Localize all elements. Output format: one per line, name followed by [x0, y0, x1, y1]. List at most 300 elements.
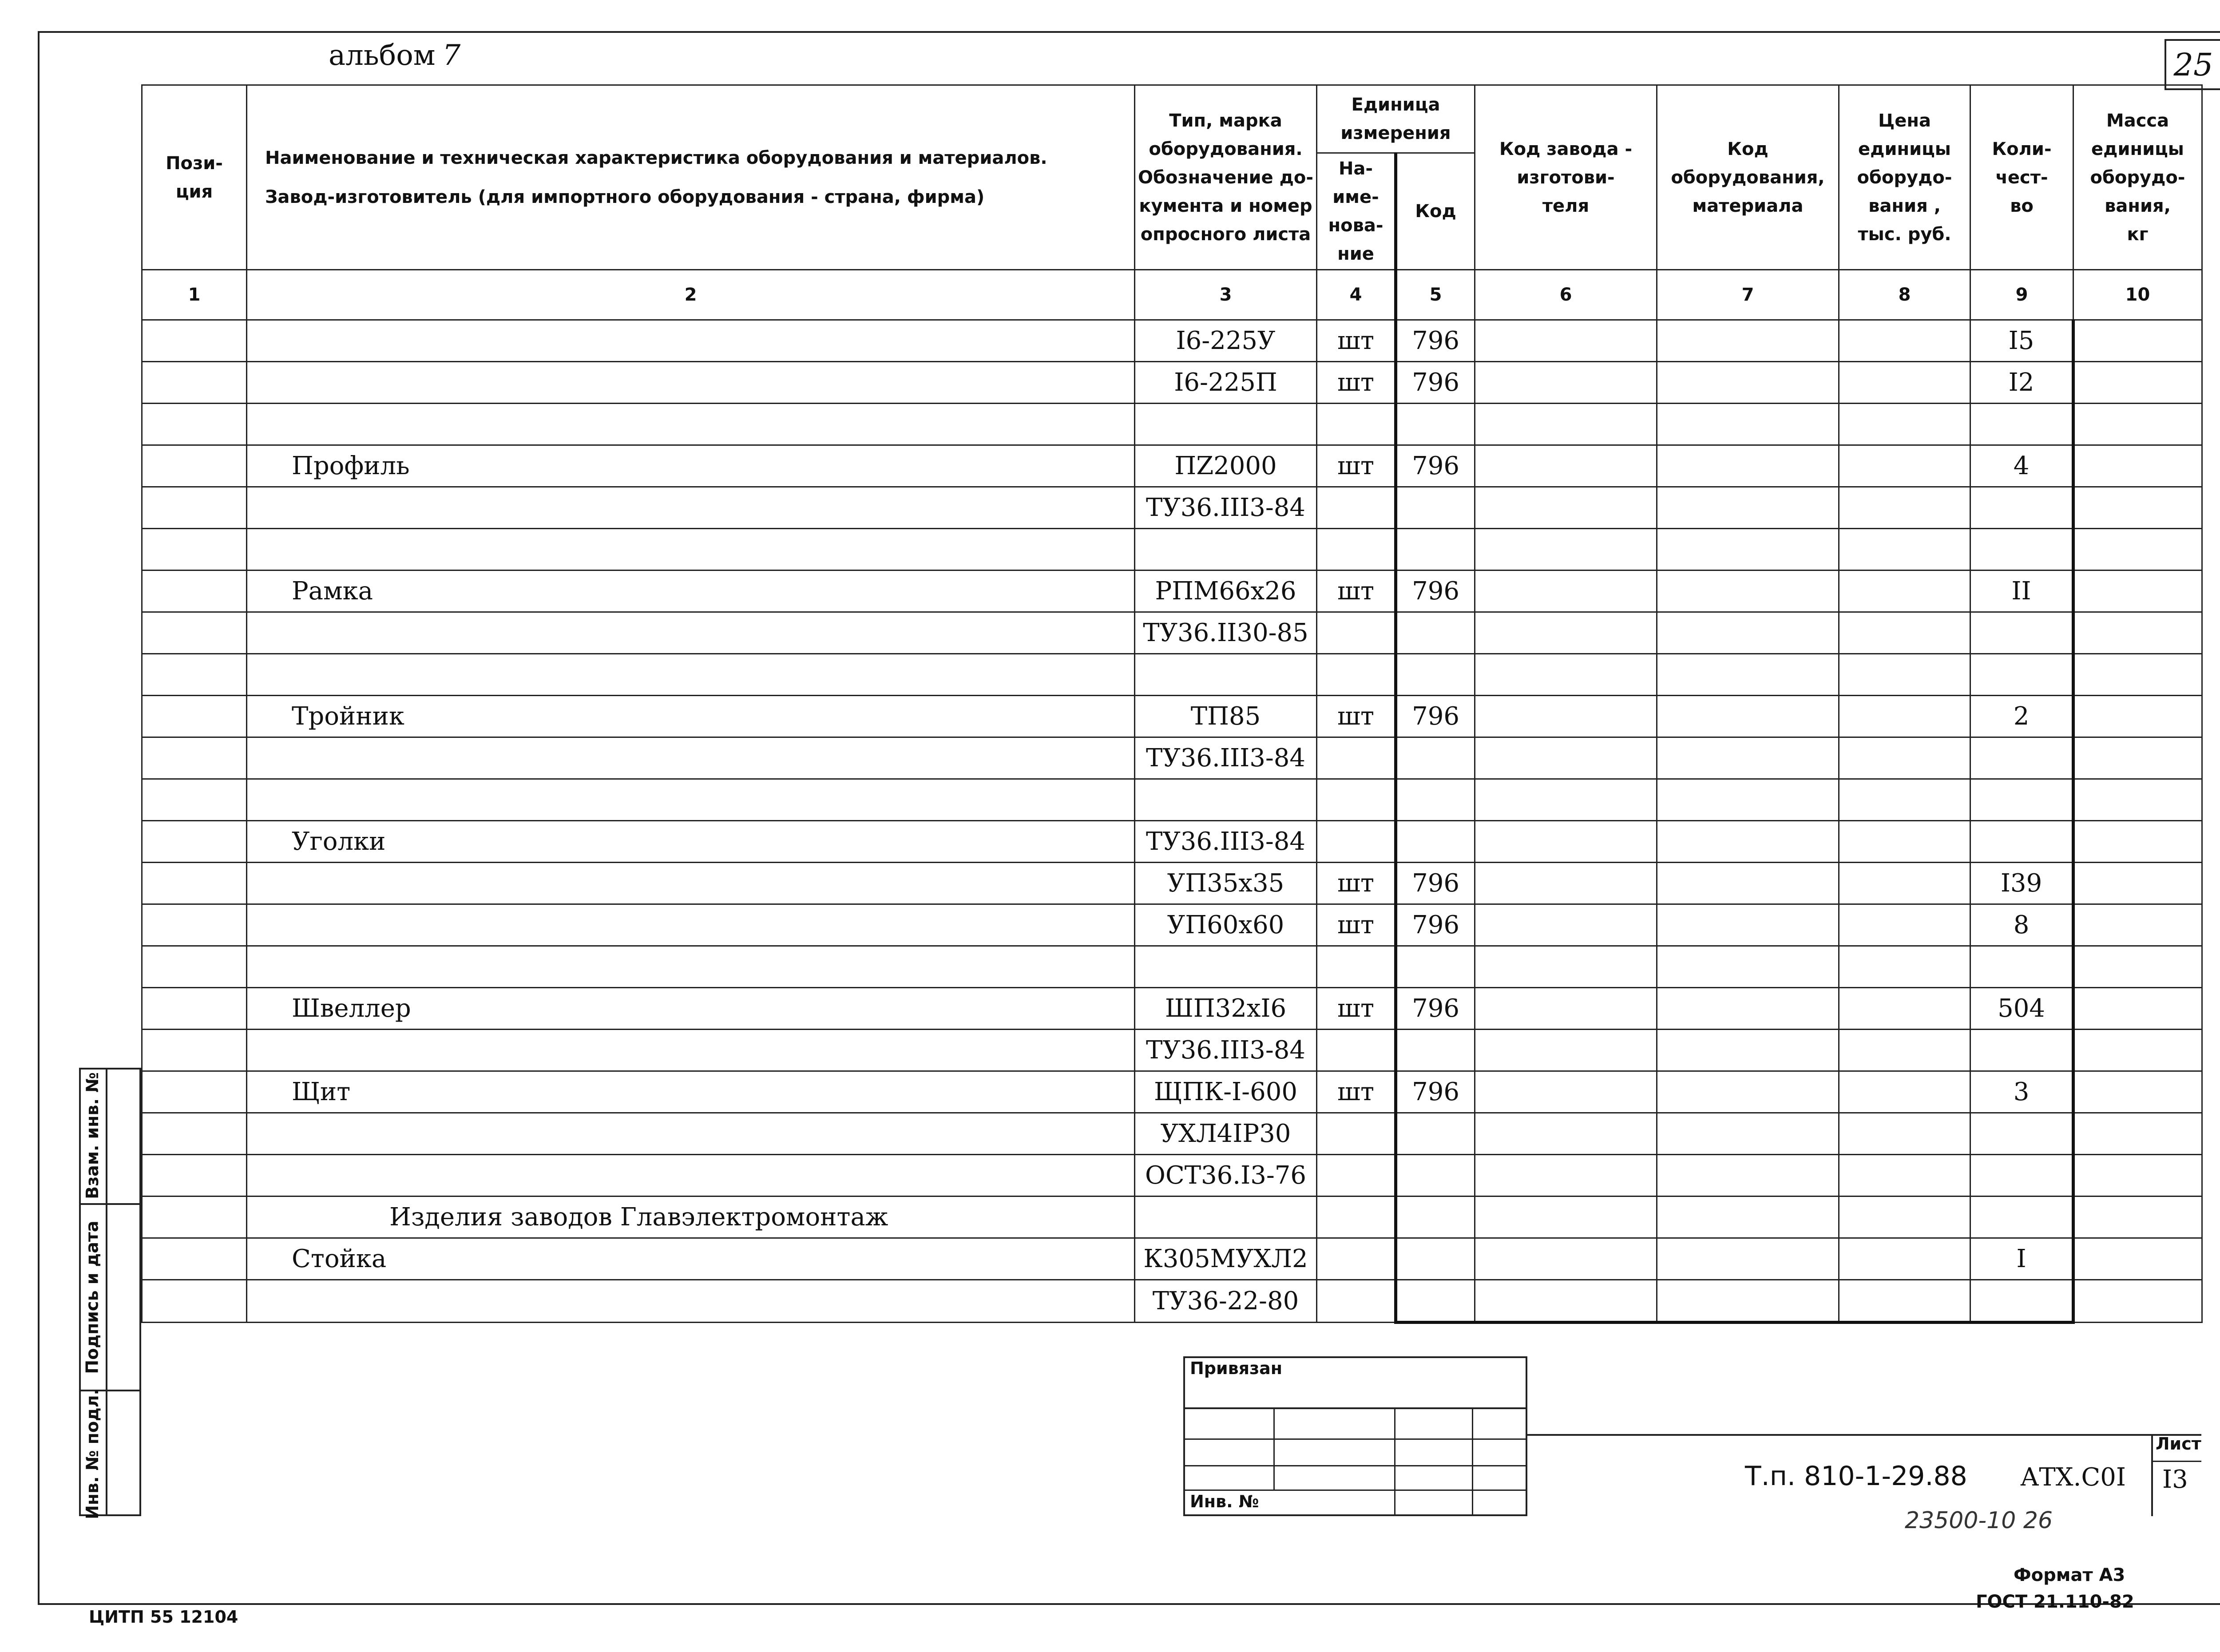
album-number: 7 [442, 39, 461, 72]
cell-equipment-code [1657, 320, 1839, 362]
cell-type: УП35x35 [1135, 863, 1317, 904]
cell-quantity: 3 [1970, 1071, 2073, 1113]
table-row [142, 320, 2202, 362]
cell-position [142, 821, 247, 863]
title-block-line [2151, 1461, 2201, 1462]
header-row-1 [142, 85, 2202, 153]
header-equipment-code: Код оборудования, материала [1657, 85, 1839, 270]
cell-equipment-code [1657, 988, 1839, 1030]
cell-price [1839, 779, 1970, 821]
side-label-vzam: Взам. инв. № [83, 1072, 103, 1199]
cell-type: ПZ2000 [1135, 445, 1317, 487]
side-label-inv-podl: Инв. № подл. [83, 1388, 103, 1519]
cell-mass [2073, 445, 2202, 487]
table-row [142, 1280, 2202, 1323]
table-row [142, 1113, 2202, 1155]
cell-price [1839, 487, 1970, 529]
cell-name [247, 404, 1135, 445]
stamp-line [1183, 1438, 1527, 1440]
col-number: 1 [142, 270, 247, 320]
cell-quantity [1970, 612, 2073, 654]
table-row [142, 445, 2202, 487]
col-number: 9 [1970, 270, 2073, 320]
cell-mass [2073, 904, 2202, 946]
cell-price [1839, 320, 1970, 362]
cell-mass [2073, 570, 2202, 612]
list-number: I3 [2162, 1465, 2188, 1494]
stamp-line [1183, 1407, 1527, 1409]
cell-name [247, 529, 1135, 570]
cell-unit-name: шт [1317, 1071, 1396, 1113]
header-unit-name: На- име- нова- ние [1317, 153, 1396, 270]
header-position: Пози- ция [142, 85, 247, 270]
cell-quantity: II [1970, 570, 2073, 612]
cell-quantity: 8 [1970, 904, 2073, 946]
cell-unit-code [1396, 1238, 1475, 1280]
cell-type: ТУ36.III3-84 [1135, 737, 1317, 779]
cell-unit-name [1317, 1238, 1396, 1280]
cell-quantity [1970, 821, 2073, 863]
cell-price [1839, 1155, 1970, 1196]
header-price: Цена единицы оборудо- вания , тыс. руб. [1839, 85, 1970, 270]
cell-mass [2073, 696, 2202, 737]
cell-unit-name: шт [1317, 904, 1396, 946]
cell-name [247, 737, 1135, 779]
cell-unit-code [1396, 946, 1475, 988]
cell-unit-code: 796 [1396, 1071, 1475, 1113]
cell-name: Изделия заводов Главэлектромонтаж [247, 1196, 1135, 1238]
cell-equipment-code [1657, 737, 1839, 779]
header-unit-code: Код [1396, 153, 1475, 270]
list-label: Лист [2156, 1434, 2201, 1454]
cell-position [142, 904, 247, 946]
cell-mass [2073, 529, 2202, 570]
table-row [142, 737, 2202, 779]
cell-factory-code [1475, 821, 1657, 863]
cell-mass [2073, 362, 2202, 404]
cell-type: I6-225П [1135, 362, 1317, 404]
cell-factory-code [1475, 654, 1657, 696]
cell-price [1839, 1071, 1970, 1113]
cell-quantity: 4 [1970, 445, 2073, 487]
stamp-line [1183, 1490, 1527, 1491]
cell-factory-code [1475, 612, 1657, 654]
table-row [142, 404, 2202, 445]
cell-equipment-code [1657, 612, 1839, 654]
cell-equipment-code [1657, 696, 1839, 737]
cell-unit-code [1396, 612, 1475, 654]
col-number: 4 [1317, 270, 1396, 320]
cell-position [142, 570, 247, 612]
cell-quantity [1970, 529, 2073, 570]
cell-position [142, 404, 247, 445]
cell-factory-code [1475, 1280, 1657, 1323]
side-stamp-divider [106, 1068, 107, 1516]
cell-factory-code [1475, 779, 1657, 821]
cell-position [142, 1113, 247, 1155]
cell-name: Щит [247, 1071, 1135, 1113]
cell-name [247, 1113, 1135, 1155]
cell-type [1135, 1196, 1317, 1238]
cell-unit-code: 796 [1396, 863, 1475, 904]
table-row [142, 779, 2202, 821]
cell-unit-code: 796 [1396, 445, 1475, 487]
project-code: Т.п. 810-1-29.88 [1745, 1461, 1967, 1492]
cell-mass [2073, 1113, 2202, 1155]
table-row [142, 1071, 2202, 1113]
cell-unit-code: 796 [1396, 988, 1475, 1030]
table-row [142, 904, 2202, 946]
cell-factory-code [1475, 320, 1657, 362]
cell-name: Швеллер [247, 988, 1135, 1030]
cell-mass [2073, 737, 2202, 779]
cell-mass [2073, 988, 2202, 1030]
cell-factory-code [1475, 529, 1657, 570]
cell-quantity [1970, 1155, 2073, 1196]
cell-mass [2073, 1280, 2202, 1323]
cell-name [247, 654, 1135, 696]
cell-price [1839, 1113, 1970, 1155]
cell-factory-code [1475, 1113, 1657, 1155]
cell-unit-code [1396, 654, 1475, 696]
cell-unit-code [1396, 529, 1475, 570]
cell-price [1839, 1196, 1970, 1238]
cell-factory-code [1475, 487, 1657, 529]
cell-price [1839, 612, 1970, 654]
cell-unit-code [1396, 737, 1475, 779]
cell-price [1839, 696, 1970, 737]
cell-type: ТУ36.III3-84 [1135, 821, 1317, 863]
cell-type: ОСТ36.I3-76 [1135, 1155, 1317, 1196]
cell-name: Уголки [247, 821, 1135, 863]
cell-quantity: I [1970, 1238, 2073, 1280]
cell-unit-code [1396, 487, 1475, 529]
cell-quantity: 504 [1970, 988, 2073, 1030]
table-row [142, 529, 2202, 570]
cell-unit-name: шт [1317, 320, 1396, 362]
cell-price [1839, 988, 1970, 1030]
cell-type [1135, 779, 1317, 821]
cell-unit-name [1317, 821, 1396, 863]
cell-type: УХЛ4IP30 [1135, 1113, 1317, 1155]
cell-type: УП60x60 [1135, 904, 1317, 946]
stamp-privyazan: Привязан [1190, 1359, 1283, 1378]
cell-position [142, 863, 247, 904]
stamp-line [1273, 1407, 1275, 1490]
cell-price [1839, 1238, 1970, 1280]
cell-name [247, 1280, 1135, 1323]
cell-type: ТУ36.III3-84 [1135, 487, 1317, 529]
header-unit-group: Единица измерения [1317, 85, 1475, 153]
cell-factory-code [1475, 362, 1657, 404]
table-row [142, 1155, 2202, 1196]
cell-factory-code [1475, 946, 1657, 988]
specification-body [142, 320, 2202, 1323]
cell-quantity: I39 [1970, 863, 2073, 904]
cell-position [142, 696, 247, 737]
cell-position [142, 1030, 247, 1071]
sheet-number: 25 [2173, 46, 2213, 83]
cell-position [142, 946, 247, 988]
cell-equipment-code [1657, 654, 1839, 696]
col-number: 6 [1475, 270, 1657, 320]
cell-quantity [1970, 1030, 2073, 1071]
cell-quantity [1970, 487, 2073, 529]
cell-unit-name [1317, 779, 1396, 821]
cell-unit-code [1396, 1155, 1475, 1196]
cell-unit-code: 796 [1396, 320, 1475, 362]
inventory-code: 23500-10 26 [1905, 1507, 2053, 1534]
cell-unit-code [1396, 1030, 1475, 1071]
cell-price [1839, 1280, 1970, 1323]
side-label-podpis: Подпись и дата [83, 1220, 102, 1374]
cell-unit-code [1396, 1113, 1475, 1155]
cell-position [142, 737, 247, 779]
col-number: 2 [247, 270, 1135, 320]
cell-unit-name: шт [1317, 988, 1396, 1030]
table-row [142, 570, 2202, 612]
cell-position [142, 487, 247, 529]
cell-type [1135, 529, 1317, 570]
cell-price [1839, 863, 1970, 904]
cell-unit-code [1396, 779, 1475, 821]
cell-unit-code: 796 [1396, 696, 1475, 737]
cell-equipment-code [1657, 1030, 1839, 1071]
footer-gost: ГОСТ 21.110-82 [1976, 1592, 2134, 1612]
cell-unit-code [1396, 404, 1475, 445]
cell-name [247, 863, 1135, 904]
cell-factory-code [1475, 1030, 1657, 1071]
header-type: Тип, марка оборудования. Обозначение до- кумента и номер опросного листа [1135, 85, 1317, 270]
cell-name [247, 1030, 1135, 1071]
col-number: 5 [1396, 270, 1475, 320]
cell-equipment-code [1657, 1280, 1839, 1323]
header-quantity: Коли- чест- во [1970, 85, 2073, 270]
cell-position [142, 1071, 247, 1113]
cell-equipment-code [1657, 570, 1839, 612]
cell-mass [2073, 1030, 2202, 1071]
cell-unit-name [1317, 1196, 1396, 1238]
cell-unit-name [1317, 529, 1396, 570]
cell-factory-code [1475, 1071, 1657, 1113]
footer-citp: ЦИТП 55 12104 [89, 1607, 238, 1627]
cell-name: Профиль [247, 445, 1135, 487]
header-factory-code: Код завода - изготови- теля [1475, 85, 1657, 270]
cell-equipment-code [1657, 863, 1839, 904]
title-block-line [1527, 1434, 2201, 1436]
cell-unit-name [1317, 1280, 1396, 1323]
col-number: 8 [1839, 270, 1970, 320]
cell-factory-code [1475, 904, 1657, 946]
cell-type: ТП85 [1135, 696, 1317, 737]
cell-unit-name [1317, 612, 1396, 654]
cell-price [1839, 1030, 1970, 1071]
cell-position [142, 1238, 247, 1280]
cell-quantity [1970, 779, 2073, 821]
cell-type [1135, 946, 1317, 988]
specification-table [141, 84, 2203, 1324]
cell-unit-name [1317, 404, 1396, 445]
cell-factory-code [1475, 445, 1657, 487]
cell-position [142, 654, 247, 696]
cell-factory-code [1475, 404, 1657, 445]
table-row [142, 696, 2202, 737]
cell-name [247, 946, 1135, 988]
cell-quantity [1970, 737, 2073, 779]
stamp-line [1472, 1407, 1473, 1516]
sheet-number-box [2164, 39, 2220, 90]
cell-equipment-code [1657, 1196, 1839, 1238]
cell-factory-code [1475, 696, 1657, 737]
cell-equipment-code [1657, 904, 1839, 946]
cell-unit-name [1317, 1113, 1396, 1155]
cell-name [247, 487, 1135, 529]
cell-type: К305МУХЛ2 [1135, 1238, 1317, 1280]
cell-position [142, 362, 247, 404]
cell-price [1839, 946, 1970, 988]
table-row [142, 612, 2202, 654]
table-row [142, 988, 2202, 1030]
table-row [142, 654, 2202, 696]
cell-name [247, 362, 1135, 404]
cell-quantity [1970, 654, 2073, 696]
cell-equipment-code [1657, 779, 1839, 821]
cell-equipment-code [1657, 1071, 1839, 1113]
cell-mass [2073, 1155, 2202, 1196]
col-number: 10 [2073, 270, 2202, 320]
cell-unit-code [1396, 821, 1475, 863]
table-row [142, 1030, 2202, 1071]
cell-quantity [1970, 404, 2073, 445]
cell-factory-code [1475, 1238, 1657, 1280]
cell-mass [2073, 320, 2202, 362]
cell-quantity [1970, 1113, 2073, 1155]
cell-type: РПМ66x26 [1135, 570, 1317, 612]
cell-price [1839, 904, 1970, 946]
cell-quantity: I2 [1970, 362, 2073, 404]
cell-name: Рамка [247, 570, 1135, 612]
cell-type: ШП32xI6 [1135, 988, 1317, 1030]
cell-quantity [1970, 1280, 2073, 1323]
cell-mass [2073, 946, 2202, 988]
cell-position [142, 988, 247, 1030]
cell-unit-name [1317, 737, 1396, 779]
cell-name: Стойка [247, 1238, 1135, 1280]
cell-type: ТУ36-22-80 [1135, 1280, 1317, 1323]
col-number: 7 [1657, 270, 1839, 320]
cell-unit-code [1396, 1196, 1475, 1238]
cell-equipment-code [1657, 404, 1839, 445]
cell-mass [2073, 1196, 2202, 1238]
cell-quantity: I5 [1970, 320, 2073, 362]
cell-type: I6-225У [1135, 320, 1317, 362]
cell-name [247, 612, 1135, 654]
cell-mass [2073, 821, 2202, 863]
cell-name [247, 1155, 1135, 1196]
cell-position [142, 529, 247, 570]
title-block-line [2151, 1434, 2153, 1516]
table-row [142, 1196, 2202, 1238]
album-text: альбом [329, 39, 436, 72]
cell-quantity: 2 [1970, 696, 2073, 737]
table-row [142, 946, 2202, 988]
cell-unit-code: 796 [1396, 362, 1475, 404]
header-name: Наименование и техническая характеристика оборудования и материалов. Завод-изготовитель (для импортного оборудования - страна, фирма) [247, 85, 1135, 270]
table-row [142, 362, 2202, 404]
cell-position [142, 320, 247, 362]
cell-mass [2073, 1071, 2202, 1113]
doc-code: АТХ.С0I [2020, 1463, 2126, 1492]
table-row [142, 1238, 2202, 1280]
cell-factory-code [1475, 570, 1657, 612]
cell-type [1135, 654, 1317, 696]
cell-price [1839, 654, 1970, 696]
cell-factory-code [1475, 1196, 1657, 1238]
cell-unit-name: шт [1317, 570, 1396, 612]
cell-mass [2073, 779, 2202, 821]
cell-unit-name [1317, 1155, 1396, 1196]
cell-quantity [1970, 946, 2073, 988]
cell-factory-code [1475, 863, 1657, 904]
cell-mass [2073, 863, 2202, 904]
table-row [142, 487, 2202, 529]
cell-equipment-code [1657, 1155, 1839, 1196]
cell-position [142, 1196, 247, 1238]
cell-price [1839, 404, 1970, 445]
cell-equipment-code [1657, 529, 1839, 570]
cell-price [1839, 737, 1970, 779]
column-numbers-row [142, 270, 2202, 320]
cell-unit-code: 796 [1396, 904, 1475, 946]
album-label [329, 39, 460, 72]
cell-mass [2073, 654, 2202, 696]
cell-position [142, 779, 247, 821]
cell-position [142, 1155, 247, 1196]
cell-position [142, 1280, 247, 1323]
cell-type: ТУ36.III3-84 [1135, 1030, 1317, 1071]
cell-unit-name [1317, 1030, 1396, 1071]
cell-mass [2073, 612, 2202, 654]
cell-type: ТУ36.II30-85 [1135, 612, 1317, 654]
cell-equipment-code [1657, 1238, 1839, 1280]
cell-equipment-code [1657, 362, 1839, 404]
cell-mass [2073, 487, 2202, 529]
cell-unit-name: шт [1317, 863, 1396, 904]
cell-price [1839, 362, 1970, 404]
cell-unit-name: шт [1317, 362, 1396, 404]
cell-name [247, 904, 1135, 946]
cell-unit-name [1317, 654, 1396, 696]
col-number: 3 [1135, 270, 1317, 320]
cell-price [1839, 529, 1970, 570]
stamp-inv-no: Инв. № [1190, 1492, 1259, 1511]
cell-equipment-code [1657, 445, 1839, 487]
cell-mass [2073, 1238, 2202, 1280]
table-row [142, 863, 2202, 904]
cell-type [1135, 404, 1317, 445]
cell-unit-name: шт [1317, 696, 1396, 737]
cell-name [247, 779, 1135, 821]
cell-unit-name [1317, 946, 1396, 988]
cell-factory-code [1475, 737, 1657, 779]
cell-price [1839, 570, 1970, 612]
cell-quantity [1970, 1196, 2073, 1238]
table-row [142, 821, 2202, 863]
cell-position [142, 445, 247, 487]
cell-equipment-code [1657, 821, 1839, 863]
stamp-line [1394, 1407, 1395, 1516]
cell-factory-code [1475, 1155, 1657, 1196]
